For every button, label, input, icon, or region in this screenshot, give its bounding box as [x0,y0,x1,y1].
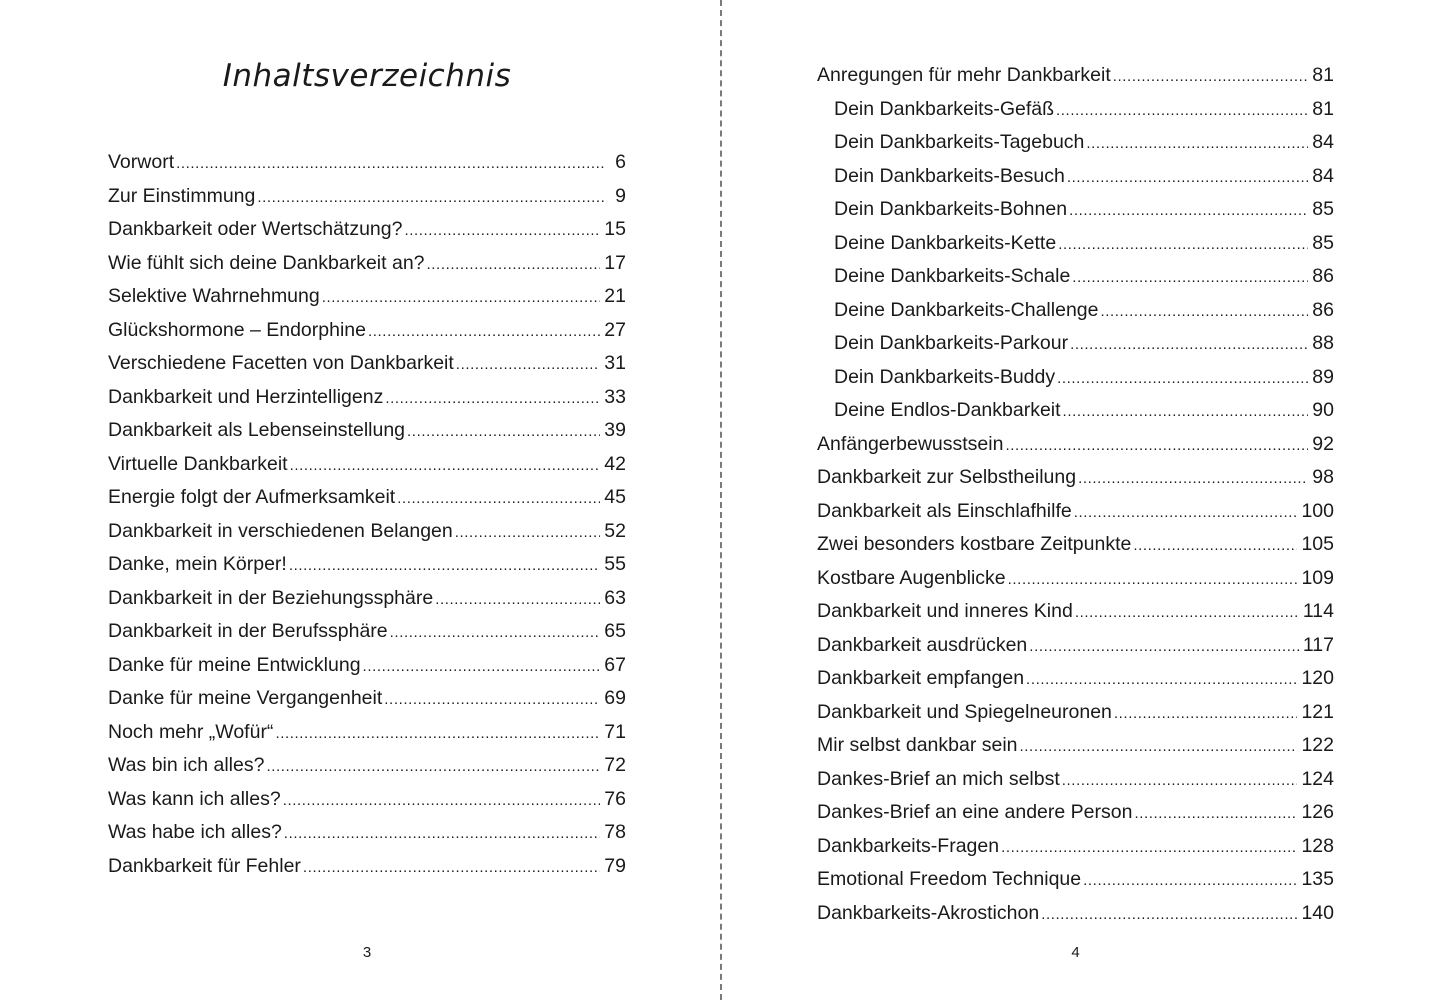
toc-entry-page: 117 [1302,633,1334,656]
toc-entry-label: Energie folgt der Aufmerksamkeit [108,486,396,508]
toc-entry [108,146,626,180]
toc-entry-page: 109 [1301,566,1334,589]
toc-entry-label: Dankbarkeit ausdrücken [817,633,1028,656]
toc-entry-label: Dankbarkeits-Fragen [817,834,1000,857]
toc-dot-leader [407,415,600,449]
toc-entry-page: 69 [604,687,626,709]
toc-entry [108,347,626,381]
toc-entry [817,729,1334,763]
toc-list-left [108,146,626,883]
toc-entry-page: 90 [1312,399,1334,421]
toc-entry-label: Dankes-Brief an eine andere Person [817,801,1133,823]
toc-entry [108,649,626,683]
toc-dot-leader [290,449,601,483]
toc-dot-leader [1114,697,1298,731]
toc-entry [817,897,1334,931]
toc-entry [108,548,626,582]
toc-entry [817,59,1334,93]
toc-subentry [817,126,1334,160]
toc-entry [108,381,626,415]
toc-dot-leader [1133,529,1297,563]
toc-entry-label: Dankbarkeit oder Wertschätzung? [108,218,403,240]
toc-entry-page: 65 [604,620,626,642]
toc-entry-page: 27 [604,318,626,341]
toc-entry-label: Verschiedene Facetten von Dankbarkeit [108,352,454,374]
toc-entry-label: Was habe ich alles? [108,821,282,843]
toc-dot-leader [427,248,601,282]
toc-entry-page: 126 [1301,801,1334,823]
toc-entry-label: Dankbarkeits-Akrostichon [817,901,1040,924]
toc-dot-leader [1026,663,1297,697]
toc-entry-label: Dein Dankbarkeits-Gefäß [834,97,1055,120]
toc-entry [108,280,626,314]
toc-dot-leader [455,516,601,550]
toc-dot-leader [283,784,601,818]
toc-subentry [817,294,1334,328]
toc-dot-leader [404,214,600,248]
toc-dot-leader [1086,127,1308,161]
toc-entry [108,816,626,850]
toc-entry [108,180,626,214]
toc-entry-page: 140 [1301,901,1334,924]
toc-entry-page: 9 [615,184,626,207]
left-page [108,0,626,1000]
toc-entry-page: 86 [1312,298,1334,321]
toc-dot-leader [384,683,600,717]
toc-entry-page: 42 [604,452,626,475]
toc-subentry [817,394,1334,428]
toc-entry-page: 55 [604,553,626,575]
toc-dot-leader [1113,60,1309,94]
toc-entry [108,448,626,482]
toc-dot-leader [289,549,600,583]
toc-entry [108,247,626,281]
toc-entry-label: Dankbarkeit und inneres Kind [817,600,1073,622]
toc-dot-leader [1063,395,1309,429]
toc-entry-label: Dankbarkeit als Einschlafhilfe [817,499,1072,522]
toc-entry-page: 89 [1312,365,1334,388]
toc-entry-page: 100 [1301,499,1334,522]
toc-entry-page: 67 [604,653,626,676]
toc-entry-label: Deine Dankbarkeits-Challenge [834,298,1099,321]
toc-entry-page: 85 [1312,231,1334,254]
toc-entry-label: Emotional Freedom Technique [817,868,1082,890]
toc-entry-page: 120 [1301,667,1334,689]
toc-dot-leader [1078,462,1308,496]
right-page [817,0,1334,1000]
toc-entry-page: 128 [1301,834,1334,857]
toc-subentry [817,327,1334,361]
toc-entry-page: 71 [604,720,626,743]
toc-entry-page: 81 [1312,97,1334,120]
toc-entry-page: 121 [1301,700,1334,723]
toc-entry [817,528,1334,562]
toc-entry-page: 52 [604,519,626,542]
toc-entry [817,629,1334,663]
toc-entry [817,495,1334,529]
toc-dot-leader [1001,831,1297,865]
toc-dot-leader [275,717,600,751]
toc-dot-leader [322,281,601,315]
toc-dot-leader [266,750,600,784]
toc-entry-page: 45 [604,486,626,508]
toc-entry-label: Dein Dankbarkeits-Tagebuch [834,131,1085,153]
toc-entry-page: 72 [604,754,626,776]
toc-dot-leader [1029,630,1299,664]
toc-dot-leader [368,315,600,349]
toc-entry [108,850,626,884]
toc-dot-leader [257,181,604,215]
toc-entry-page: 63 [604,586,626,609]
toc-entry-page: 135 [1301,868,1334,890]
toc-entry [817,461,1334,495]
toc-entry-label: Dankes-Brief an mich selbst [817,767,1060,790]
toc-entry [108,682,626,716]
toc-dot-leader [390,616,601,650]
page-title: Inhaltsverzeichnis [222,58,512,94]
toc-subentry [817,227,1334,261]
toc-entry-label: Deine Endlos-Dankbarkeit [834,399,1061,421]
toc-subentry [817,361,1334,395]
toc-entry-label: Dankbarkeit als Lebenseinstellung [108,419,406,441]
toc-subentry [817,193,1334,227]
toc-entry-page: 76 [604,787,626,810]
toc-entry-label: Vorwort [108,151,175,173]
toc-entry-label: Dankbarkeit und Spiegelneuronen [817,700,1112,723]
toc-dot-leader [284,817,601,851]
toc-entry [108,515,626,549]
toc-entry [108,582,626,616]
toc-entry-label: Dankbarkeit in der Berufssphäre [108,620,388,642]
toc-entry-page: 21 [604,285,626,307]
toc-entry [817,863,1334,897]
toc-list-right [817,59,1334,930]
toc-entry-page: 79 [604,854,626,877]
toc-subentry [817,93,1334,127]
toc-subentry [817,160,1334,194]
toc-entry-label: Kostbare Augenblicke [817,566,1006,589]
toc-entry-page: 92 [1312,432,1334,455]
toc-entry-page: 105 [1301,533,1334,555]
toc-entry [108,716,626,750]
toc-entry [817,662,1334,696]
toc-entry [108,414,626,448]
toc-entry-label: Dankbarkeit in verschiedenen Belangen [108,519,453,542]
page-divider [720,0,722,1000]
toc-entry [817,763,1334,797]
toc-entry [108,749,626,783]
toc-dot-leader [1062,764,1298,798]
toc-entry-page: 84 [1312,131,1334,153]
page-number: 3 [362,944,372,961]
toc-entry [817,595,1334,629]
toc-dot-leader [397,482,600,516]
toc-entry-label: Anfängerbewusstsein [817,432,1004,455]
toc-dot-leader [456,348,601,382]
toc-entry-page: 98 [1312,466,1334,488]
toc-entry [108,314,626,348]
toc-entry-label: Mir selbst dankbar sein [817,734,1018,756]
toc-entry-label: Danke, mein Körper! [108,553,287,575]
toc-entry-label: Anregungen für mehr Dankbarkeit [817,64,1111,86]
toc-entry [108,481,626,515]
toc-entry [817,830,1334,864]
toc-entry-page: 33 [604,385,626,408]
toc-entry [817,562,1334,596]
toc-entry [817,696,1334,730]
toc-entry-label: Dankbarkeit zur Selbstheilung [817,466,1077,488]
toc-entry-page: 114 [1302,600,1334,622]
toc-dot-leader [1069,194,1308,228]
toc-entry-page: 85 [1312,198,1334,220]
toc-dot-leader [1056,94,1308,128]
toc-entry-page: 124 [1301,767,1334,790]
toc-dot-leader [1041,898,1297,932]
toc-dot-leader [385,382,600,416]
toc-entry-label: Dein Dankbarkeits-Parkour [834,332,1069,354]
toc-dot-leader [1058,228,1308,262]
toc-dot-leader [1100,295,1308,329]
toc-dot-leader [1083,864,1297,898]
toc-dot-leader [1008,563,1298,597]
toc-entry-label: Virtuelle Dankbarkeit [108,452,288,475]
toc-entry [108,615,626,649]
toc-entry-label: Dein Dankbarkeits-Bohnen [834,198,1068,220]
toc-dot-leader [1075,596,1299,630]
toc-dot-leader [1072,261,1308,295]
toc-entry-label: Dankbarkeit in der Beziehungssphäre [108,586,434,609]
toc-entry-label: Was kann ich alles? [108,787,281,810]
toc-entry-page: 17 [604,251,626,274]
toc-subentry [817,260,1334,294]
page-number: 4 [1071,944,1080,961]
toc-dot-leader [1057,362,1308,396]
toc-entry-label: Danke für meine Vergangenheit [108,687,383,709]
toc-dot-leader [1067,161,1308,195]
toc-entry-page: 78 [604,821,626,843]
toc-entry-page: 86 [1312,265,1334,287]
toc-entry [108,783,626,817]
toc-entry-page: 81 [1312,64,1334,86]
toc-entry-label: Dankbarkeit empfangen [817,667,1025,689]
toc-dot-leader [435,583,600,617]
toc-entry-label: Zur Einstimmung [108,184,256,207]
toc-entry-page: 39 [604,419,626,441]
toc-entry-page: 6 [615,151,626,173]
toc-dot-leader [1074,496,1298,530]
toc-entry [817,428,1334,462]
toc-entry-label: Was bin ich alles? [108,754,265,776]
toc-entry [817,796,1334,830]
toc-entry [108,213,626,247]
toc-entry-page: 84 [1312,164,1334,187]
toc-entry-label: Dein Dankbarkeits-Buddy [834,365,1056,388]
toc-dot-leader [1005,429,1308,463]
toc-dot-leader [303,851,600,885]
toc-entry-label: Glückshormone – Endorphine [108,318,366,341]
toc-dot-leader [1020,730,1298,764]
toc-entry-page: 15 [604,218,626,240]
toc-dot-leader [176,147,604,181]
toc-dot-leader [1070,328,1308,362]
toc-entry-label: Dankbarkeit für Fehler [108,854,301,877]
toc-dot-leader [1134,797,1297,831]
toc-entry-label: Dein Dankbarkeits-Besuch [834,164,1065,187]
toc-entry-label: Selektive Wahrnehmung [108,285,320,307]
toc-entry-label: Wie fühlt sich deine Dankbarkeit an? [108,251,425,274]
toc-entry-page: 122 [1301,734,1334,756]
toc-entry-label: Noch mehr „Wofür“ [108,720,274,743]
toc-entry-label: Zwei besonders kostbare Zeitpunkte [817,533,1132,555]
toc-entry-label: Dankbarkeit und Herzintelligenz [108,385,384,408]
toc-entry-label: Deine Dankbarkeits-Kette [834,231,1057,254]
toc-entry-page: 31 [604,352,626,374]
toc-entry-page: 88 [1312,332,1334,354]
toc-dot-leader [363,650,601,684]
toc-entry-label: Deine Dankbarkeits-Schale [834,265,1071,287]
toc-entry-label: Danke für meine Entwicklung [108,653,361,676]
